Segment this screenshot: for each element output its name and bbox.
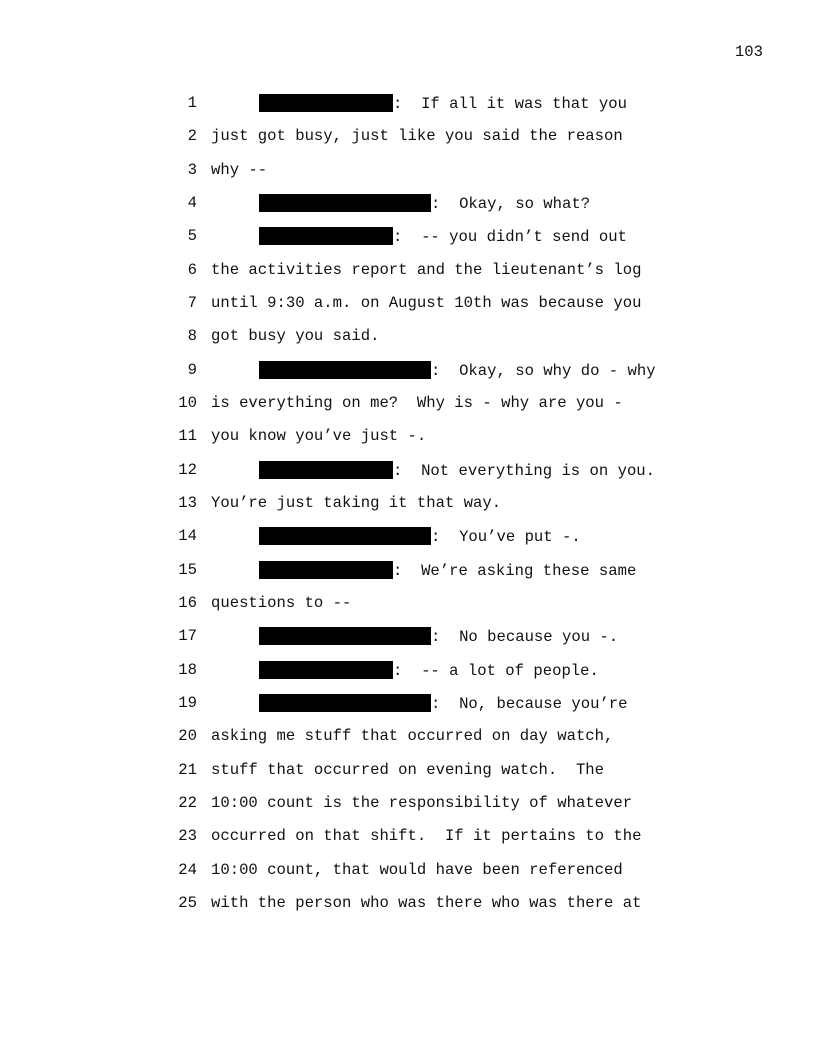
line-number: 16 [178, 593, 197, 612]
continuation-line [211, 594, 351, 613]
line-number: 17 [178, 627, 197, 646]
continuation-line [211, 261, 641, 280]
transcript-line [0, 161, 816, 194]
transcript-line [0, 827, 816, 860]
speaker-line [259, 94, 627, 114]
line-text: occurred on that shift. If it pertains to the [211, 827, 642, 846]
speaker-line [259, 227, 627, 247]
line-number: 10 [178, 393, 197, 412]
line-text: the activities report and the lieutenant’s log [211, 260, 642, 279]
transcript-line [0, 94, 816, 127]
line-text: : Not everything is on you. [393, 461, 656, 480]
redacted-speaker-name [259, 694, 431, 712]
continuation-line [211, 894, 641, 913]
line-text: : Okay, so why do - why [431, 361, 656, 380]
line-number: 3 [187, 160, 197, 179]
line-text: : No, because you’re [431, 694, 628, 713]
transcript-line [0, 794, 816, 827]
speaker-line [259, 627, 618, 647]
line-number: 9 [187, 360, 197, 379]
line-number: 19 [178, 693, 197, 712]
transcript-line [0, 661, 816, 694]
line-text: got busy you said. [211, 327, 380, 346]
transcript-body [0, 94, 816, 927]
line-text: You’re just taking it that way. [211, 493, 502, 512]
line-text: : -- a lot of people. [393, 661, 599, 680]
page-number: 103 [734, 43, 763, 61]
line-text: you know you’ve just -. [211, 427, 427, 446]
line-text: until 9:30 a.m. on August 10th was because you [211, 293, 642, 312]
line-text: is everything on me? Why is - why are you - [211, 393, 623, 412]
transcript-line [0, 227, 816, 260]
line-number: 5 [187, 227, 197, 246]
continuation-line [211, 161, 267, 180]
transcript-line [0, 627, 816, 660]
continuation-line [211, 794, 632, 813]
transcript-line [0, 527, 816, 560]
speaker-line [259, 361, 656, 381]
continuation-line [211, 861, 623, 880]
line-number: 6 [187, 260, 197, 279]
line-text: just got busy, just like you said the reason [211, 127, 623, 146]
transcript-line [0, 361, 816, 394]
line-number: 22 [178, 793, 197, 812]
line-number: 1 [187, 94, 197, 112]
redacted-speaker-name [259, 661, 393, 679]
line-text: 10:00 count, that would have been referenced [211, 860, 623, 879]
line-number: 21 [178, 760, 197, 779]
speaker-line [259, 461, 655, 481]
line-number: 20 [178, 727, 197, 746]
continuation-line [211, 727, 613, 746]
line-number: 15 [178, 560, 197, 579]
speaker-line [259, 561, 636, 581]
redacted-speaker-name [259, 527, 431, 545]
continuation-line [211, 761, 604, 780]
continuation-line [211, 327, 379, 346]
line-number: 8 [187, 327, 197, 346]
line-number: 24 [178, 860, 197, 879]
transcript-line [0, 461, 816, 494]
transcript-line [0, 394, 816, 427]
redacted-speaker-name [259, 561, 393, 579]
transcript-line [0, 861, 816, 894]
line-text: : You’ve put -. [431, 528, 581, 547]
line-text: why -- [211, 160, 268, 179]
line-text: with the person who was there who was there at [211, 893, 642, 912]
line-number: 18 [178, 660, 197, 679]
speaker-line [259, 694, 628, 714]
speaker-line [259, 527, 581, 547]
redacted-speaker-name [259, 361, 431, 379]
transcript-line [0, 894, 816, 927]
transcript-line [0, 294, 816, 327]
line-text: stuff that occurred on evening watch. The [211, 760, 605, 779]
line-number: 25 [178, 893, 197, 912]
line-text: 10:00 count is the responsibility of whatever [211, 793, 633, 812]
transcript-line [0, 327, 816, 360]
transcript-line [0, 127, 816, 160]
continuation-line [211, 394, 623, 413]
redacted-speaker-name [259, 627, 431, 645]
line-number: 14 [178, 527, 197, 546]
line-number: 7 [187, 293, 197, 312]
speaker-line [259, 194, 590, 214]
transcript-line [0, 727, 816, 760]
transcript-line [0, 561, 816, 594]
continuation-line [211, 427, 426, 446]
continuation-line [211, 127, 623, 146]
redacted-speaker-name [259, 94, 393, 112]
redacted-speaker-name [259, 194, 431, 212]
continuation-line [211, 294, 641, 313]
continuation-line [211, 494, 501, 513]
transcript-line [0, 494, 816, 527]
transcript-line [0, 427, 816, 460]
line-number: 23 [178, 827, 197, 846]
transcript-line [0, 261, 816, 294]
transcript-line [0, 694, 816, 727]
line-text: : We’re asking these same [393, 561, 637, 580]
line-number: 11 [178, 427, 197, 446]
line-text: asking me stuff that occurred on day watch, [211, 727, 614, 746]
line-text: : Okay, so what? [431, 194, 591, 213]
line-number: 2 [187, 127, 197, 146]
redacted-speaker-name [259, 461, 393, 479]
line-number: 13 [178, 493, 197, 512]
transcript-line [0, 594, 816, 627]
line-text: : If all it was that you [393, 95, 627, 113]
line-text: : No because you -. [431, 628, 619, 647]
continuation-line [211, 827, 641, 846]
speaker-line [259, 661, 599, 681]
line-number: 4 [187, 193, 197, 212]
line-text: : -- you didn’t send out [393, 228, 627, 247]
transcript-line [0, 194, 816, 227]
line-text: questions to -- [211, 593, 352, 612]
line-number: 12 [178, 460, 197, 479]
redacted-speaker-name [259, 227, 393, 245]
transcript-line [0, 761, 816, 794]
